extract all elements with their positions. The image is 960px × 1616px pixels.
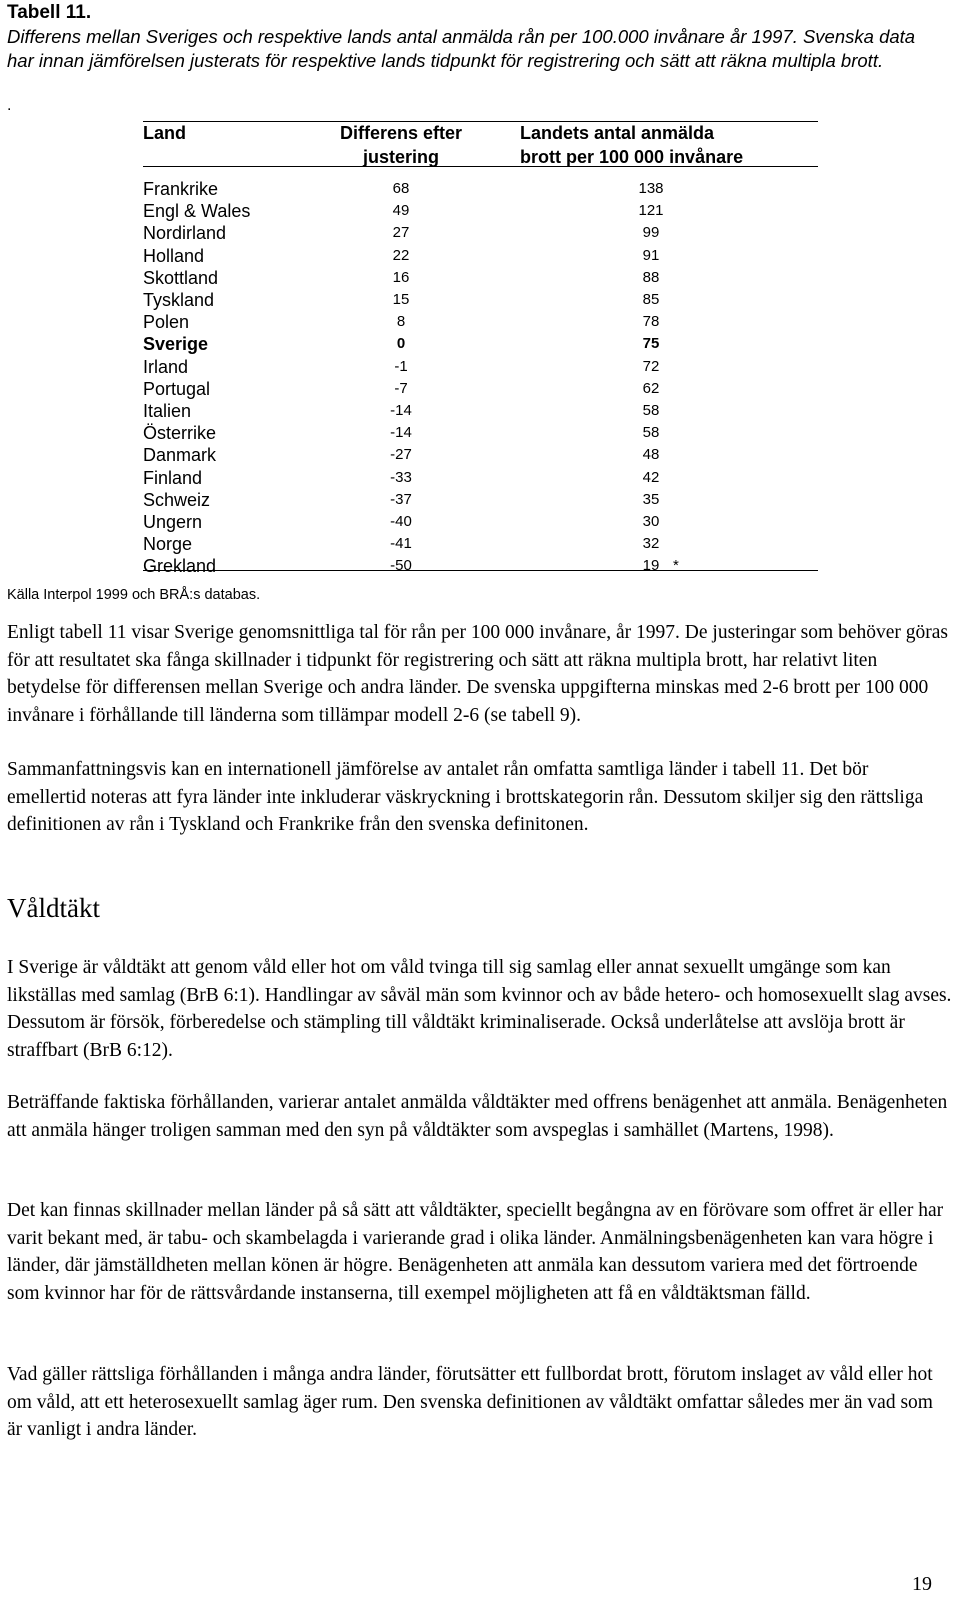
cell-rate: 62 (642, 379, 660, 397)
cell-land: Polen (143, 312, 190, 333)
table-row (143, 267, 818, 290)
header-diff (301, 121, 501, 169)
cell-land: Österrike (143, 423, 217, 444)
paragraph-2: Sammanfattningsvis kan en internationell jämförelse av antalet rån omfatta samtliga länder i tabell 11. Det bör emellertid noteras att fyra länder inte inkluderar väskryckning i brottskategorin rån. Dessutom skiljer sig den rättsliga definitionen av rån i Tyskland och Frankrike från den svenska definitonen. (7, 759, 924, 835)
cell-diff: 49 (392, 202, 410, 220)
paragraph-4: Beträffande faktiska förhållanden, varierar antalet anmälda våldtäkter med offrens benägenhet att anmäla. Benägenheten att anmäla hänger troligen samman med den syn på våldtäkter som avspeglas i samhället (Martens, 1998). (7, 1092, 948, 1141)
cell-land: Grekland (143, 556, 217, 577)
cell-diff: -27 (390, 446, 412, 464)
header-land: Land (143, 123, 186, 143)
cell-land: Italien (143, 401, 192, 421)
cell-note: * (673, 557, 679, 575)
cell-land: Holland (143, 245, 205, 266)
table-row (143, 245, 818, 268)
cell-land: Schweiz (143, 489, 211, 510)
cell-rate: 99 (642, 224, 660, 242)
cell-land: Finland (143, 467, 203, 488)
cell-rate: 30 (642, 513, 660, 530)
cell-diff: -1 (394, 357, 408, 375)
table-row (143, 422, 818, 445)
table-header-rule (143, 166, 818, 167)
table-row (143, 511, 818, 534)
cell-rate: 19 (642, 557, 660, 575)
cell-land: Frankrike (143, 179, 219, 199)
cell-diff: -14 (390, 424, 412, 442)
table-bottom-rule (143, 570, 818, 571)
page-number: 19 (912, 1573, 932, 1595)
cell-diff: -37 (390, 490, 412, 508)
cell-land: Nordirland (143, 223, 227, 244)
paragraph-5: Det kan finnas skillnader mellan länder på så sätt att våldtäkter, speciellt begångna av en förövare som offret är eller har varit bekant med, är tabu- och skambelagda i varierande grad i olika länder. Anmälningsbenägenheten kan vara högre i länder, där jämställdheten mellan könen är högre. Benägenheten att anmäla kan dessutom variera med det förtroende som kvinnor har för de rättsvårdande instanserna, till exempel möjligheten att få en våldtäktsman fälld. (7, 1200, 944, 1304)
table-caption-title: Tabell 11. (7, 2, 92, 23)
cell-land: Irland (143, 356, 189, 377)
table-row (143, 356, 818, 379)
table-row (143, 222, 818, 245)
cell-diff: 8 (396, 313, 406, 331)
cell-rate: 91 (642, 246, 660, 264)
table-row (143, 311, 818, 334)
cell-diff: -40 (390, 513, 412, 530)
cell-land: Skottland (143, 267, 219, 288)
table-row (143, 444, 818, 467)
cell-land: Tyskland (143, 290, 215, 310)
cell-rate: 78 (642, 313, 660, 331)
header-diff-line1: Differens efter (339, 123, 463, 143)
cell-land: Engl & Wales (143, 201, 251, 222)
cell-diff: 68 (392, 180, 410, 197)
cell-diff: 16 (392, 268, 410, 286)
section-heading: Våldtäkt (7, 893, 100, 923)
table-row (143, 200, 818, 223)
cell-land: Sverige (143, 334, 209, 355)
cell-diff: -33 (390, 468, 412, 486)
cell-rate: 58 (642, 424, 660, 442)
table-row (143, 555, 818, 578)
header-rate-line1: Landets antal anmälda (520, 123, 715, 143)
table-row (143, 467, 818, 490)
table-source: Källa Interpol 1999 och BRÅ:s databas. (7, 587, 261, 603)
cell-land: Ungern (143, 512, 203, 532)
cell-diff: 15 (392, 291, 410, 308)
paragraph-1: Enligt tabell 11 visar Sverige genomsnittliga tal för rån per 100 000 invånare, år 1997. De justeringar som behöver göras för att resultatet ska fånga skillnader i tidpunkt för registrering och sätt att räkna multipla brott, har relativt liten betydelse för differensen mellan Sverige och andra länder. De svenska uppgifterna minskas med 2-6 brott per 100 000 invånare i förhållande till länderna som tillämpar modell 2-6 (se tabell 9). (7, 622, 948, 726)
cell-rate: 42 (642, 468, 660, 486)
paragraph-3: I Sverige är våldtäkt att genom våld eller hot om våld tvinga till sig samlag eller annat sexuellt umgänge som kan likställas med samlag (BrB 6:1). Handlingar av såväl män som kvinnor och av både hetero- och homosexuellt slag avses. Dessutom är försök, förberedelse och stämpling till våldtäkt kriminaliserade. Också underlåtelse att avslöja brott är straffbart (BrB 6:12). (7, 957, 952, 1061)
cell-rate: 72 (642, 357, 660, 375)
cell-diff: -14 (390, 402, 412, 419)
cell-rate: 121 (638, 202, 664, 220)
table-row (143, 289, 818, 312)
cell-rate: 32 (642, 535, 660, 553)
caption-dot: . (7, 97, 12, 114)
header-diff-line2: justering (362, 147, 439, 167)
cell-diff: 27 (392, 224, 410, 242)
cell-rate: 75 (642, 335, 660, 353)
table-caption-description: Differens mellan Sveriges och respektive lands antal anmälda rån per 100.000 invånare år 1997. Svenska data har innan jämförelsen justerats för respektive lands tidpunkt för registrering och sätt att räkna multipla brott. (7, 26, 916, 71)
cell-diff: -7 (394, 379, 408, 397)
table-row (143, 178, 818, 201)
cell-diff: 22 (392, 246, 410, 264)
cell-land: Norge (143, 534, 193, 555)
cell-diff: -50 (390, 557, 412, 575)
cell-diff: -41 (390, 535, 412, 553)
cell-land: Portugal (143, 378, 211, 399)
cell-rate: 88 (642, 268, 660, 286)
table-row (143, 378, 818, 401)
table-row (143, 333, 818, 356)
cell-rate: 85 (642, 291, 660, 308)
header-rate (520, 121, 743, 169)
header-rate-line2: brott per 100 000 invånare (520, 147, 744, 167)
paragraph-6: Vad gäller rättsliga förhållanden i många andra länder, förutsätter ett fullbordat brott, förutom inslaget av våld eller hot om våld, att ett heterosexuellt samlag äger rum. Den svenska definitionen av våldtäkt omfattar således mer än vad som är vanligt i andra länder. (7, 1364, 933, 1440)
cell-diff: 0 (396, 335, 406, 353)
table-row (143, 489, 818, 512)
table-row (143, 400, 818, 423)
cell-rate: 138 (638, 180, 664, 197)
cell-land: Danmark (143, 445, 217, 466)
cell-rate: 58 (642, 402, 660, 419)
cell-rate: 48 (642, 446, 660, 464)
cell-rate: 35 (642, 490, 660, 508)
table-row (143, 533, 818, 556)
